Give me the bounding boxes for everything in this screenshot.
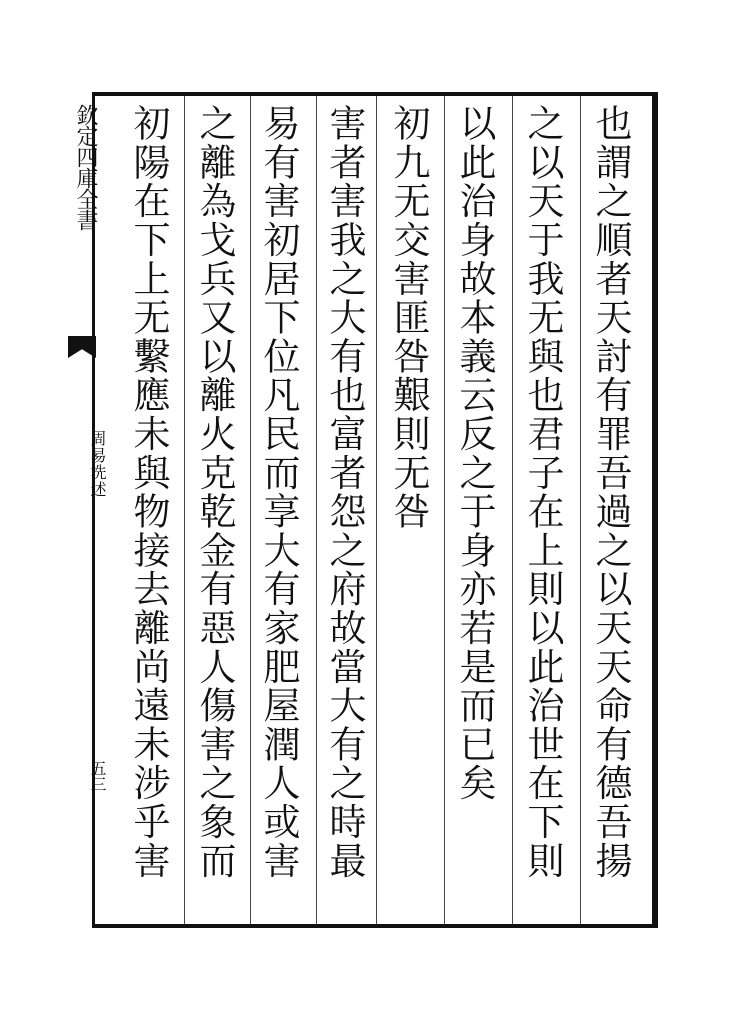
column-rule	[184, 96, 185, 924]
text-column-8: 初陽在下上无繫應未與物接去離尚遠未涉乎害	[127, 104, 170, 880]
column-rule	[444, 96, 445, 924]
text-column-1: 也謂之順者天討有罪吾過之以天天命有德吾揚	[589, 104, 632, 880]
text-column-5: 害者害我之大有也富者怨之府故當大有之時最	[323, 104, 366, 880]
column-rule	[376, 96, 377, 924]
book-title-margin: 欽定四庫全書	[73, 104, 98, 230]
column-rule	[250, 96, 251, 924]
frame-right-border	[652, 92, 658, 928]
column-rule	[580, 96, 581, 924]
text-column-4: 初九无交害匪咎艱則无咎	[387, 104, 430, 531]
text-column-7: 之離為戈兵又以離火克乾金有惡人傷害之象而	[193, 104, 236, 880]
frame-bottom-border	[92, 924, 658, 928]
frame-top-border	[92, 92, 658, 96]
text-column-6: 易有害初居下位凡民而享大有家肥屋潤人或害	[257, 104, 300, 880]
fish-tail-mark	[68, 336, 96, 358]
page-number: 五三	[88, 760, 107, 792]
column-rule	[316, 96, 317, 924]
text-column-3: 以此治身故本義云反之于身亦若是而已矣	[453, 104, 496, 803]
column-rule	[512, 96, 513, 924]
section-title: 周易洗述	[88, 430, 107, 498]
text-column-2: 之以天于我无與也君子在上則以此治世在下則	[521, 104, 564, 880]
